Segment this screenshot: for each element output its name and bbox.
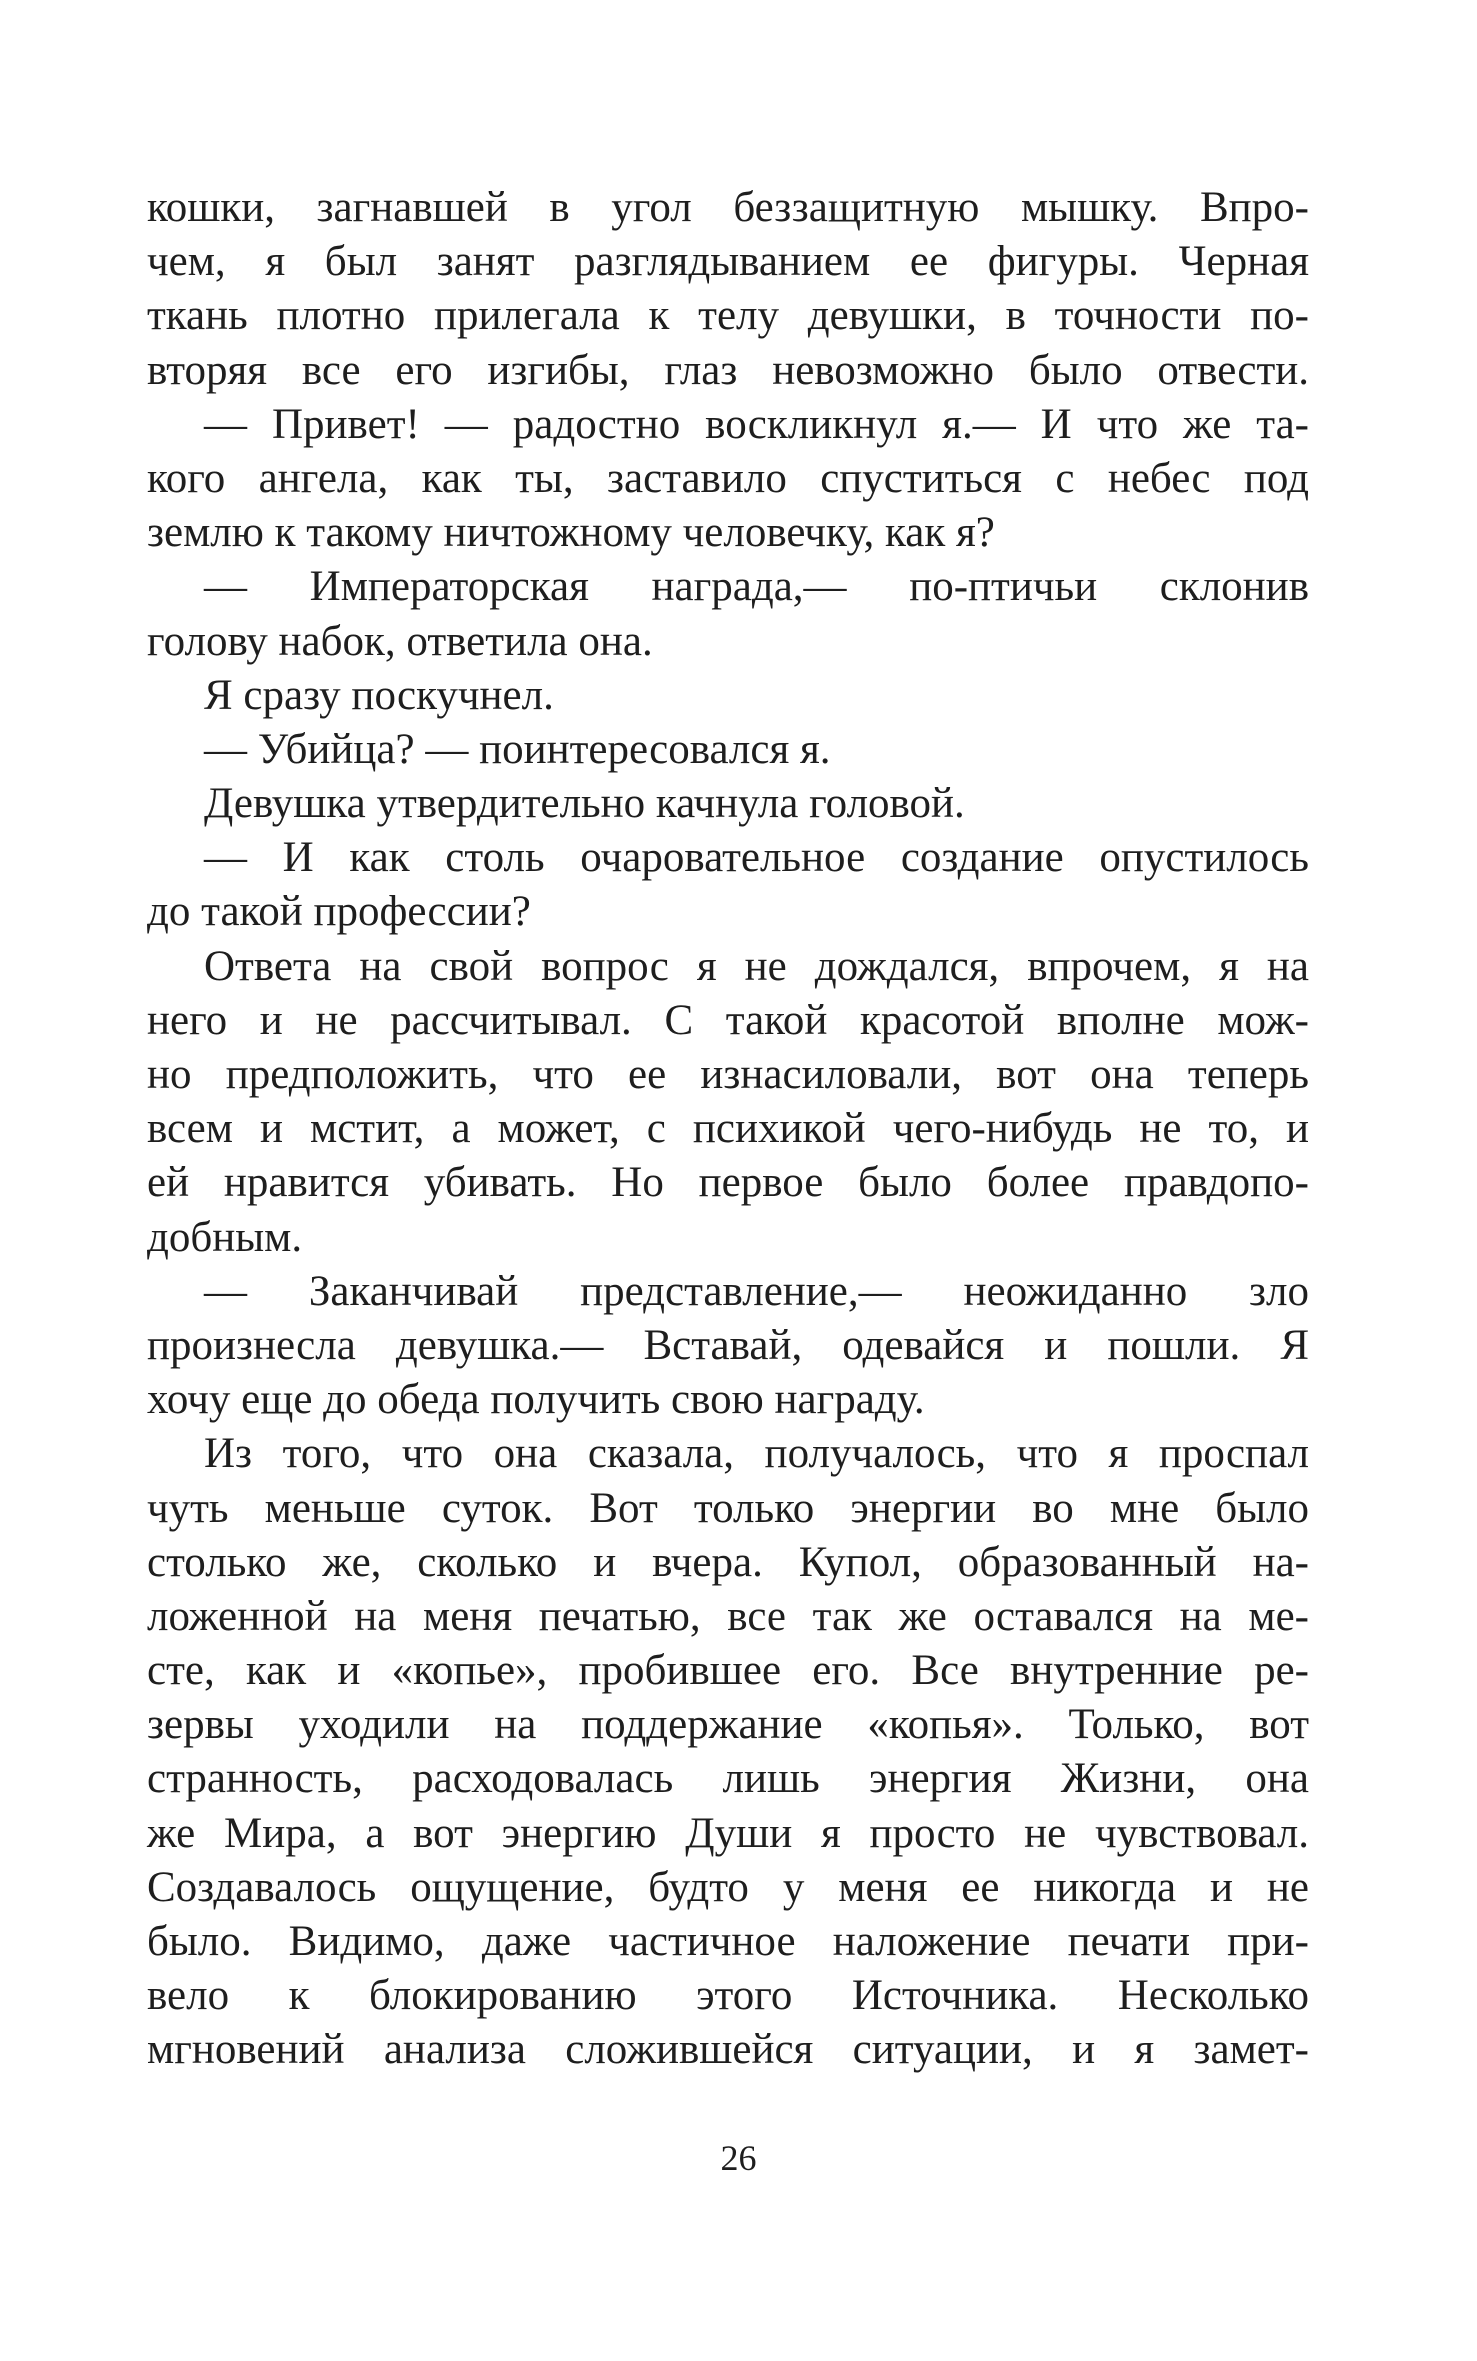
text-line: но предположить, что ее изнасиловали, вот она теперь (147, 1051, 1309, 1098)
text-line: — Заканчивай представление,— неожиданно зло (204, 1267, 1309, 1315)
text-line: ложенной на меня печатью, все так же оставался на ме- (147, 1592, 1309, 1640)
text-line: вторяя все его изгибы, глаз невозможно было отвести. (147, 346, 1309, 394)
text-line: мгновений анализа сложившейся ситуации, и я замет- (147, 2026, 1309, 2074)
text-line: столько же, сколько и вчера. Купол, образованный на- (147, 1538, 1309, 1586)
text-line: кого ангела, как ты, заставило спуститься с небес под (147, 454, 1309, 502)
text-line: всем и мстит, а может, с психикой чего-нибудь не то, и (147, 1105, 1309, 1153)
text-line: Я сразу поскучнел. (204, 671, 554, 719)
text-line: — Убийца? — поинтересовался я. (204, 725, 831, 773)
text-line: сте, как и «копье», пробившее его. Все внутренние ре- (147, 1647, 1309, 1695)
text-line: произнесла девушка.— Вставай, одевайся и пошли. Я (147, 1321, 1309, 1369)
text-line: зервы уходили на поддержание «копья». Только, вот (147, 1701, 1309, 1749)
body-text (147, 181, 1309, 2078)
text-line: вело к блокированию этого Источника. Несколько (147, 1972, 1309, 2020)
text-line: Создавалось ощущение, будто у меня ее никогда и не (147, 1863, 1309, 1911)
text-line: до такой профессии? (147, 888, 531, 936)
text-line: него и не рассчитывал. С такой красотой вполне мож- (147, 996, 1309, 1044)
text-line: странность, расходовалась лишь энергия Жизни, она (147, 1755, 1309, 1803)
text-line: чем, я был занят разглядыванием ее фигуры. Черная (147, 238, 1309, 286)
text-line: было. Видимо, даже частичное наложение печати при- (147, 1918, 1309, 1965)
text-line: кошки, загнавшей в угол беззащитную мышку. Впро- (147, 184, 1309, 231)
text-line: землю к такому ничтожному человечку, как я? (147, 509, 995, 557)
text-line: добным. (147, 1213, 303, 1261)
text-line: чуть меньше суток. Вот только энергии во мне было (147, 1484, 1309, 1532)
text-line: голову набок, ответила она. (147, 617, 653, 665)
text-line: ткань плотно прилегала к телу девушки, в точности по- (147, 292, 1309, 340)
text-line: — И как столь очаровательное создание опустилось (204, 834, 1309, 882)
text-line: Девушка утвердительно качнула головой. (204, 780, 965, 828)
text-line: ей нравится убивать. Но первое было более правдопо- (147, 1159, 1309, 1207)
text-line: Из того, что она сказала, получалось, что я проспал (204, 1430, 1309, 1478)
page-number: 26 (720, 2138, 757, 2178)
text-line: же Мира, а вот энергию Души я просто не чувствовал. (147, 1809, 1309, 1857)
text-line: — Императорская награда,— по-птичьи склонив (204, 563, 1309, 611)
text-line: хочу еще до обеда получить свою награду. (147, 1376, 925, 1424)
text-line: — Привет! — радостно воскликнул я.— И что же та- (204, 400, 1309, 448)
text-line: Ответа на свой вопрос я не дождался, впрочем, я на (204, 942, 1309, 990)
